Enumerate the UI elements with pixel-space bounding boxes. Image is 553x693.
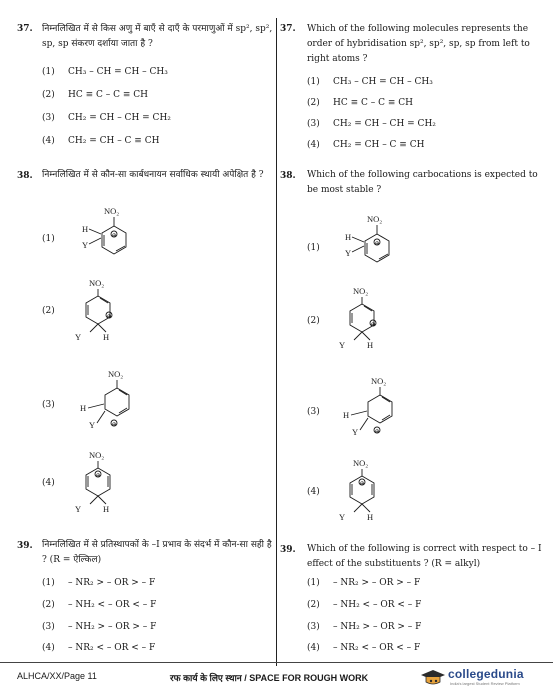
option-text: CH₂ = CH – CH = CH₂: [333, 119, 436, 129]
q39-option-3: [42, 622, 156, 632]
plus-charge: ⊕: [374, 429, 380, 435]
q37-option-2: [42, 90, 148, 100]
q38-option-2-structure-en: [334, 284, 404, 356]
logo-text: collegedunia: [448, 667, 524, 681]
y-label: Y: [352, 427, 359, 437]
nitro-label: NO₂: [353, 458, 369, 468]
plus-charge: ⊕: [370, 322, 376, 328]
y-label: Y: [345, 248, 352, 258]
q39-number-en: 39.: [280, 545, 296, 555]
q39-option-2-en: [307, 600, 421, 610]
option-text: HC ≡ C – C ≡ CH: [333, 98, 413, 108]
q39-option-4: [42, 643, 155, 653]
h-label: H: [343, 410, 350, 420]
rough-work-label: रफ कार्य के लिए स्थान / SPACE FOR ROUGH WORK: [170, 673, 369, 683]
option-number: (4): [42, 643, 55, 653]
nitro-label: NO₂: [371, 376, 387, 386]
q38-option-2-number: (2): [42, 306, 55, 316]
q37-option-3: [42, 113, 171, 123]
option-number: (1): [42, 578, 55, 588]
q37-number: 37.: [17, 24, 33, 34]
plus-charge: ⊕: [111, 233, 117, 239]
option-text: HC ≡ C – C ≡ CH: [68, 90, 148, 100]
option-number: (1): [42, 67, 55, 77]
nitro-label: NO₂: [89, 278, 105, 288]
option-number: (1): [307, 77, 320, 87]
q39-option-1-en: [307, 578, 420, 588]
option-text: – NR₂ < – OR < – F: [68, 643, 156, 653]
q38-option-1-number: (1): [42, 234, 55, 244]
q37-option-1: [42, 67, 168, 77]
q38-question-hi: निम्नलिखित में से कौन-सा कार्बधनायन सर्वाधिक स्थायी अपेक्षित है ?: [42, 170, 264, 180]
option-number: (2): [307, 98, 320, 108]
nitro-label: NO₂: [108, 369, 124, 379]
nitro-label: NO₂: [353, 286, 369, 296]
option-number: (4): [307, 643, 320, 653]
option-text: CH₂ = CH – C ≡ CH: [333, 140, 425, 150]
h-label: H: [103, 332, 110, 342]
q37-question-en: Which of the following molecules represents the order of hybridisation sp², sp², sp, sp from left to right atoms ?: [307, 24, 530, 64]
h-label: H: [82, 224, 89, 234]
q38-option-4-number: (4): [42, 478, 55, 488]
q38-option-3-number: (3): [42, 400, 55, 410]
q38-option-3-structure-en: [333, 373, 413, 445]
plus-charge: ⊕: [106, 314, 112, 320]
graduation-cap-icon: [420, 668, 446, 688]
y-label: Y: [75, 332, 82, 342]
option-text: CH₂ = CH – C ≡ CH: [68, 136, 160, 146]
plus-charge: ⊕: [111, 422, 117, 428]
q37-option-4: [42, 136, 159, 146]
h-label: H: [367, 340, 374, 350]
option-text: – NR₂ > – OR > – F: [68, 578, 156, 588]
q38-option-4-structure-en: [334, 454, 404, 528]
footer-rule: [0, 662, 553, 663]
logo-tagline: India's largest Student Review Platform: [450, 681, 520, 686]
q38-option-2-number-en: (2): [307, 316, 320, 326]
q39-option-3-en: [307, 622, 421, 632]
option-number: (2): [42, 600, 55, 610]
plus-charge: ⊕: [95, 473, 101, 479]
option-text: – NH₂ > – OR > – F: [68, 622, 157, 632]
option-number: (1): [307, 578, 320, 588]
q38-option-1-structure: [70, 204, 140, 272]
nitro-label: NO₂: [89, 450, 105, 460]
q37-option-4-en: [307, 140, 424, 150]
h-label: H: [80, 403, 87, 413]
option-text: – NH₂ < – OR < – F: [68, 600, 157, 610]
option-number: (2): [42, 90, 55, 100]
option-number: (4): [42, 136, 55, 146]
nitro-label: NO₂: [104, 206, 120, 216]
q39-question-hi: निम्नलिखित में से प्रतिस्थापकों के –I प्रभाव के संदर्भ में कौन-सा सही है ? (R = ऐल्किल): [42, 540, 272, 565]
option-text: – NR₂ > – OR > – F: [333, 578, 421, 588]
q37-option-2-en: [307, 98, 413, 108]
page-code: ALHCA/XX/Page 11: [17, 671, 97, 681]
option-text: – NR₂ < – OR < – F: [333, 643, 421, 653]
q39-option-4-en: [307, 643, 420, 653]
q38-question-en: Which of the following carbocations is expected to be most stable ?: [307, 170, 538, 195]
h-label: H: [345, 232, 352, 242]
option-text: CH₂ = CH – CH = CH₂: [68, 113, 171, 123]
q38-option-2-structure: [70, 276, 140, 348]
q38-option-1-number-en: (1): [307, 243, 320, 253]
q38-option-3-structure: [70, 366, 150, 438]
plus-charge: ⊕: [374, 241, 380, 247]
q37-option-3-en: [307, 119, 436, 129]
q38-option-1-structure-en: [333, 212, 403, 280]
y-label: Y: [339, 340, 346, 350]
option-text: – NH₂ < – OR < – F: [333, 600, 422, 610]
option-text: – NH₂ > – OR > – F: [333, 622, 422, 632]
option-number: (3): [42, 622, 55, 632]
option-text: CH₃ – CH = CH – CH₃: [333, 77, 433, 87]
column-divider: [276, 18, 277, 666]
h-label: H: [367, 512, 374, 522]
y-label: Y: [75, 504, 82, 514]
q39-option-1: [42, 578, 155, 588]
plus-charge: ⊕: [359, 481, 365, 487]
q38-number: 38.: [17, 171, 33, 181]
nitro-label: NO₂: [367, 214, 383, 224]
h-label: H: [103, 504, 110, 514]
q37-option-1-en: [307, 77, 433, 87]
option-number: (3): [42, 113, 55, 123]
q37-question-hi: निम्नलिखित में से किस अणु में बाएँ से दाएँ के परमाणुओं में sp², sp², sp, sp संकरण दर्शाया जाता है ?: [42, 24, 273, 49]
q38-number-en: 38.: [280, 171, 296, 181]
y-label: Y: [89, 420, 96, 430]
y-label: Y: [339, 512, 346, 522]
option-number: (4): [307, 140, 320, 150]
option-number: (3): [307, 119, 320, 129]
q39-option-2: [42, 600, 156, 610]
q38-option-4-structure: [70, 446, 140, 520]
option-number: (3): [307, 622, 320, 632]
option-text: CH₃ – CH = CH – CH₃: [68, 67, 168, 77]
q39-number: 39.: [17, 541, 33, 551]
q39-question-en: Which of the following is correct with respect to – I effect of the substituents ? (R = alkyl): [307, 544, 542, 569]
y-label: Y: [82, 240, 89, 250]
q38-option-4-number-en: (4): [307, 487, 320, 497]
q37-number-en: 37.: [280, 24, 296, 34]
q38-option-3-number-en: (3): [307, 407, 320, 417]
collegedunia-logo[interactable]: [420, 666, 553, 690]
option-number: (2): [307, 600, 320, 610]
